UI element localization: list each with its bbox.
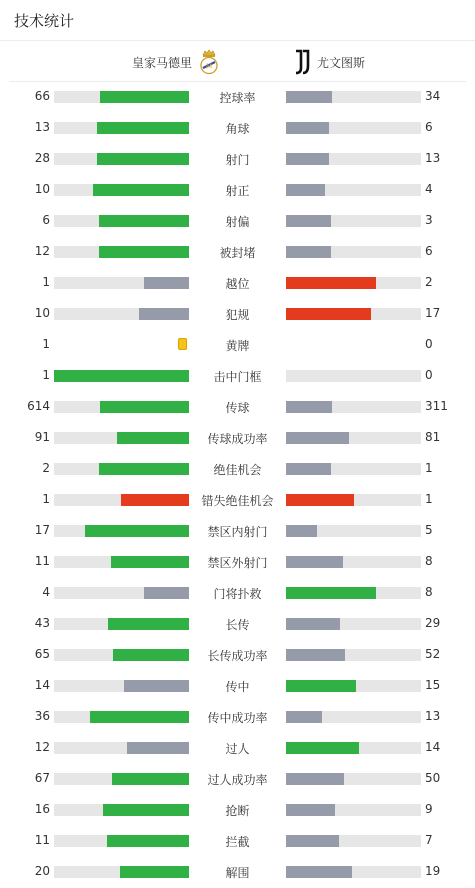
stat-row	[0, 639, 475, 670]
away-bar-track	[286, 401, 421, 413]
home-bar-fill	[144, 277, 189, 289]
away-bar-fill	[286, 556, 343, 568]
stat-label: 过人成功率	[207, 773, 268, 787]
away-bar-fill	[286, 587, 376, 599]
home-value: 43	[34, 616, 50, 630]
home-bar-fill	[103, 804, 189, 816]
away-bar-fill	[286, 773, 344, 785]
home-bar-track	[54, 742, 189, 754]
stat-row	[0, 174, 475, 205]
away-bar-track	[286, 463, 421, 475]
away-value: 311	[425, 399, 448, 413]
home-bar-fill	[99, 215, 189, 227]
away-bar-fill	[286, 401, 332, 413]
home-bar-fill	[99, 246, 189, 258]
home-value: 14	[34, 678, 50, 692]
away-bar-track	[286, 246, 421, 258]
away-bar-track	[286, 91, 421, 103]
stat-row	[0, 608, 475, 639]
home-bar-fill	[97, 153, 189, 165]
home-bar-fill	[144, 587, 189, 599]
home-value: 11	[34, 833, 50, 847]
away-value: 8	[425, 554, 433, 568]
away-bar-fill	[286, 494, 354, 506]
away-value: 5	[425, 523, 433, 537]
home-bar-track	[54, 866, 189, 878]
stat-row	[0, 546, 475, 577]
away-value: 1	[425, 492, 433, 506]
stat-row	[0, 236, 475, 267]
home-bar-track	[54, 711, 189, 723]
home-bar-fill	[100, 401, 189, 413]
away-bar-fill	[286, 91, 332, 103]
home-value: 20	[34, 864, 50, 878]
stat-label: 绝佳机会	[213, 463, 262, 477]
home-value: 1	[42, 337, 50, 351]
stat-label: 击中门框	[213, 370, 262, 384]
home-value: 1	[42, 492, 50, 506]
stat-label: 传中成功率	[207, 711, 268, 725]
header-bar	[0, 0, 475, 41]
stat-row	[0, 453, 475, 484]
home-value: 66	[34, 89, 50, 103]
stat-row	[0, 515, 475, 546]
away-value: 1	[425, 461, 433, 475]
home-bar-fill	[97, 122, 189, 134]
away-bar-fill	[286, 742, 359, 754]
home-bar-fill	[99, 463, 189, 475]
home-bar-fill	[90, 711, 189, 723]
home-bar-fill	[111, 556, 189, 568]
stat-label: 黄牌	[225, 339, 250, 353]
away-bar-track	[286, 525, 421, 537]
teams-header	[9, 41, 466, 82]
stat-row	[0, 112, 475, 143]
stat-row	[0, 422, 475, 453]
away-bar-fill	[286, 711, 322, 723]
stat-row	[0, 329, 475, 360]
stat-label: 射门	[225, 153, 250, 167]
away-value: 0	[425, 368, 433, 382]
away-bar-track	[286, 494, 421, 506]
home-bar-track	[54, 494, 189, 506]
home-bar-track	[54, 153, 189, 165]
home-bar-track	[54, 835, 189, 847]
home-bar-fill	[139, 308, 189, 320]
stat-label: 被封堵	[219, 246, 256, 260]
stat-row	[0, 484, 475, 515]
stat-label: 门将扑救	[213, 587, 262, 601]
home-value: 65	[34, 647, 50, 661]
stat-row	[0, 267, 475, 298]
home-bar-fill	[120, 866, 189, 878]
stat-label: 禁区外射门	[207, 556, 268, 570]
stat-label: 射偏	[225, 215, 250, 229]
away-bar-track	[286, 618, 421, 630]
away-bar-fill	[286, 866, 352, 878]
stat-label: 长传成功率	[207, 649, 268, 663]
stat-label: 越位	[225, 277, 250, 291]
stat-label: 错失绝佳机会	[201, 494, 274, 508]
away-value: 13	[425, 709, 441, 723]
away-bar-track	[286, 153, 421, 165]
away-value: 4	[425, 182, 433, 196]
stat-label: 抢断	[225, 804, 250, 818]
home-value: 1	[42, 275, 50, 289]
away-bar-fill	[286, 525, 317, 537]
away-bar-track	[286, 742, 421, 754]
home-bar-track	[54, 215, 189, 227]
stat-row	[0, 763, 475, 794]
stat-row	[0, 732, 475, 763]
away-bar-track	[286, 773, 421, 785]
home-bar-fill	[127, 742, 189, 754]
stat-label: 控球率	[219, 91, 256, 105]
away-bar-track	[286, 277, 421, 289]
away-bar-track	[286, 215, 421, 227]
away-value: 19	[425, 864, 441, 878]
stat-label: 犯规	[225, 308, 250, 322]
away-value: 6	[425, 120, 433, 134]
stat-label: 传球	[225, 401, 250, 415]
away-bar-fill	[286, 463, 331, 475]
away-bar-fill	[286, 308, 371, 320]
away-bar-track	[286, 866, 421, 878]
home-bar-fill	[112, 773, 189, 785]
stat-row	[0, 143, 475, 174]
away-value: 81	[425, 430, 441, 444]
home-bar-track	[54, 804, 189, 816]
home-bar-track	[54, 246, 189, 258]
home-bar-track	[54, 556, 189, 568]
home-value: 28	[34, 151, 50, 165]
home-bar-fill	[85, 525, 189, 537]
away-bar-track	[286, 680, 421, 692]
home-bar-track	[54, 618, 189, 630]
away-bar-track	[286, 835, 421, 847]
away-bar-fill	[286, 618, 340, 630]
stat-row	[0, 205, 475, 236]
home-bar-track	[54, 432, 189, 444]
home-value: 4	[42, 585, 50, 599]
away-value: 14	[425, 740, 441, 754]
stat-row	[0, 670, 475, 701]
away-bar-track	[286, 587, 421, 599]
stats-list	[0, 81, 475, 887]
home-bar-track	[54, 277, 189, 289]
stat-row	[0, 391, 475, 422]
away-bar-fill	[286, 432, 349, 444]
away-bar-track	[286, 432, 421, 444]
away-value: 52	[425, 647, 441, 661]
home-bar-track	[54, 587, 189, 599]
home-bar-track	[54, 91, 189, 103]
stat-label: 传球成功率	[207, 432, 268, 446]
home-bar-fill	[124, 680, 189, 692]
away-bar-fill	[286, 680, 356, 692]
away-bar-fill	[286, 184, 325, 196]
away-bar-track	[286, 556, 421, 568]
away-bar-track	[286, 184, 421, 196]
home-bar-track	[54, 463, 189, 475]
home-bar-fill	[93, 184, 189, 196]
home-value: 12	[34, 244, 50, 258]
stat-label: 长传	[225, 618, 250, 632]
home-value: 1	[42, 368, 50, 382]
home-value: 10	[34, 306, 50, 320]
stat-label: 拦截	[225, 835, 250, 849]
home-bar-track	[54, 122, 189, 134]
away-value: 29	[425, 616, 441, 630]
away-bar-fill	[286, 246, 331, 258]
home-value: 614	[27, 399, 50, 413]
away-bar-fill	[286, 215, 331, 227]
home-bar-track	[54, 525, 189, 537]
away-bar-fill	[286, 835, 339, 847]
home-bar-track	[54, 308, 189, 320]
away-value: 50	[425, 771, 441, 785]
home-value: 91	[34, 430, 50, 444]
away-bar-track	[286, 804, 421, 816]
real-madrid-crest-icon	[198, 49, 220, 75]
home-value: 2	[42, 461, 50, 475]
away-value: 9	[425, 802, 433, 816]
stat-row	[0, 360, 475, 391]
stat-row	[0, 701, 475, 732]
home-team[interactable]	[132, 49, 220, 75]
stat-label: 射正	[225, 184, 250, 198]
stat-row	[0, 577, 475, 608]
home-bar-track	[54, 773, 189, 785]
away-value: 13	[425, 151, 441, 165]
stat-label: 解围	[225, 866, 250, 880]
away-bar-track	[286, 711, 421, 723]
home-value: 11	[34, 554, 50, 568]
stat-label: 过人	[225, 742, 250, 756]
away-value: 8	[425, 585, 433, 599]
stat-row	[0, 81, 475, 112]
away-bar-fill	[286, 649, 345, 661]
home-value: 6	[42, 213, 50, 227]
away-bar-fill	[286, 804, 335, 816]
page-title: 技术统计	[14, 12, 75, 30]
home-value: 10	[34, 182, 50, 196]
home-bar-track	[54, 370, 189, 382]
home-bar-fill	[113, 649, 189, 661]
away-bar-track	[286, 370, 421, 382]
home-value: 36	[34, 709, 50, 723]
away-team[interactable]	[293, 49, 365, 75]
away-value: 3	[425, 213, 433, 227]
away-value: 7	[425, 833, 433, 847]
home-bar-fill	[100, 91, 189, 103]
home-value: 16	[34, 802, 50, 816]
stat-row	[0, 298, 475, 329]
home-bar-fill	[107, 835, 189, 847]
home-bar-fill	[108, 618, 189, 630]
home-value: 67	[34, 771, 50, 785]
stat-label: 禁区内射门	[207, 525, 268, 539]
home-bar-fill	[117, 432, 189, 444]
home-team-name: 皇家马德里	[131, 55, 192, 70]
svg-text:M: M	[205, 62, 213, 71]
away-team-name: 尤文图斯	[317, 55, 366, 70]
away-bar-track	[286, 649, 421, 661]
away-bar-fill	[286, 153, 329, 165]
away-value: 2	[425, 275, 433, 289]
home-bar-track	[54, 680, 189, 692]
home-value: 13	[34, 120, 50, 134]
home-bar-fill	[121, 494, 189, 506]
stat-row	[0, 856, 475, 887]
home-value: 17	[34, 523, 50, 537]
away-bar-fill	[286, 122, 329, 134]
away-value: 0	[425, 337, 433, 351]
away-value: 17	[425, 306, 441, 320]
stat-row	[0, 825, 475, 856]
away-bar-fill	[286, 277, 376, 289]
juventus-crest-icon	[293, 49, 311, 75]
home-bar-track	[54, 649, 189, 661]
home-bar-fill	[54, 370, 189, 382]
stat-label: 角球	[225, 122, 250, 136]
away-value: 6	[425, 244, 433, 258]
home-bar-track	[54, 401, 189, 413]
stat-label: 传中	[225, 680, 250, 694]
away-value: 15	[425, 678, 441, 692]
stat-row	[0, 794, 475, 825]
away-bar-track	[286, 122, 421, 134]
home-value: 12	[34, 740, 50, 754]
home-bar-track	[54, 184, 189, 196]
away-value: 34	[425, 89, 441, 103]
away-bar-track	[286, 308, 421, 320]
yellow-card-icon	[178, 338, 187, 350]
